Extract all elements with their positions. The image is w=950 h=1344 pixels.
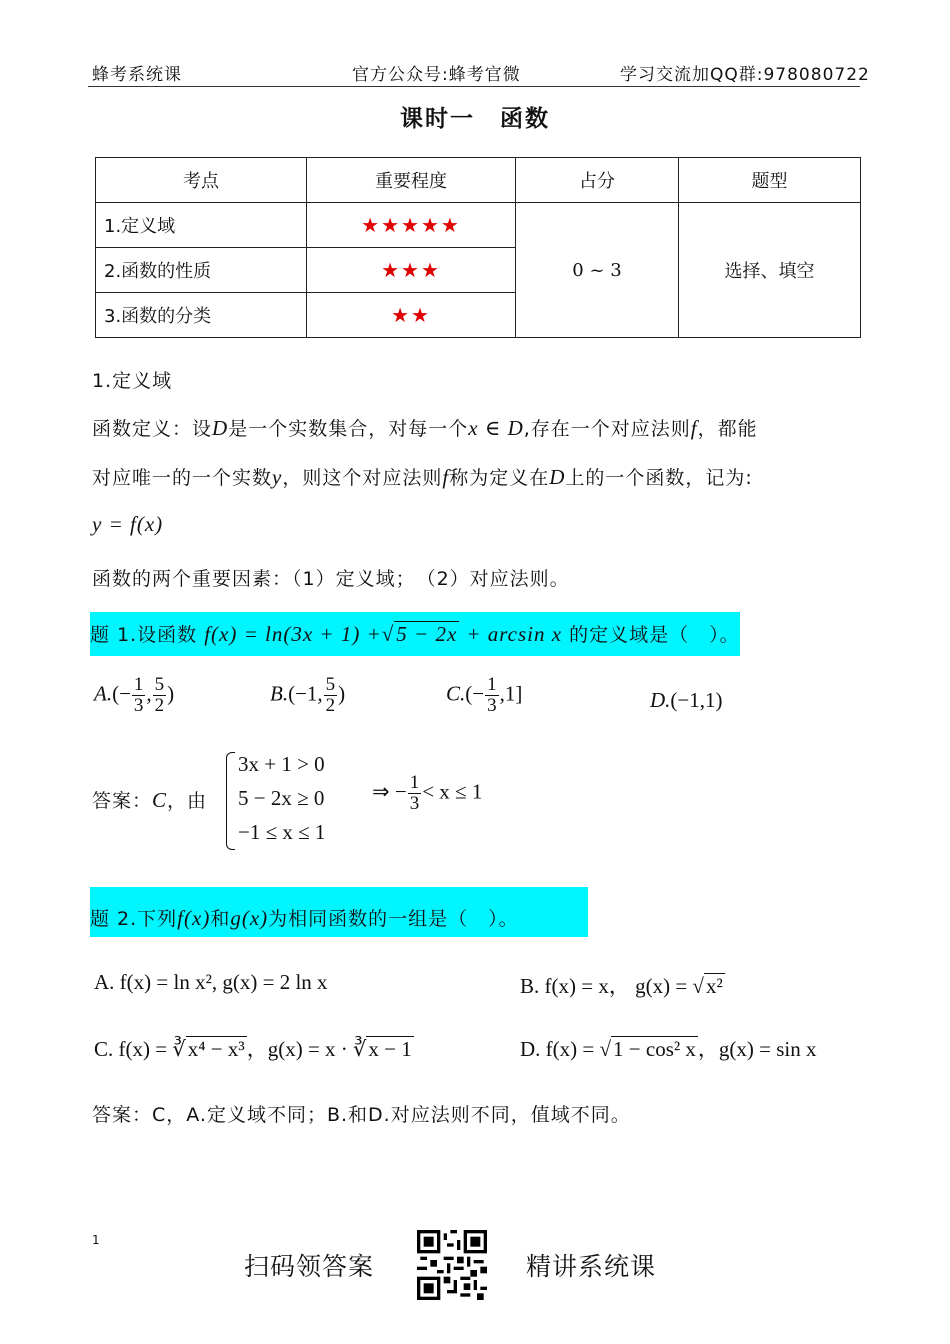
header-brand: 蜂考系统课 xyxy=(92,65,182,85)
col-header-importance: 重要程度 xyxy=(307,158,516,203)
q2-option-d: D. f(x) = √1 − cos² x，g(x) = sin x xyxy=(520,1037,817,1061)
footer-course-text: 精讲系统课 xyxy=(526,1252,657,1281)
system-line: −1 ≤ x ≤ 1 xyxy=(238,820,326,844)
header-divider xyxy=(88,86,860,87)
question-1: 题 1.设函数 f(x) = ln(3x + 1) +√5 − 2x + arcsin x 的定义域是（ ）。 xyxy=(90,612,740,656)
system-line: 3x + 1 > 0 xyxy=(238,752,325,776)
question-2: 题 2.下列f(x)和g(x)为相同函数的一组是（ ）。 xyxy=(90,887,588,937)
topics-table xyxy=(95,157,861,338)
topic-cell: 1.定义域 xyxy=(96,203,307,248)
page-title: 课时一 函数 xyxy=(400,106,550,132)
q2-option-a: A. f(x) = ln x², g(x) = 2 ln x xyxy=(94,970,328,994)
function-factors: 函数的两个重要因素：（1）定义域； （2）对应法则。 xyxy=(92,568,570,590)
col-header-score: 占分 xyxy=(516,158,679,203)
qr-code-icon[interactable] xyxy=(417,1230,487,1300)
header-official-account: 官方公众号:蜂考官微 xyxy=(352,65,521,85)
q1-answer: 答案：C，由 xyxy=(92,788,208,812)
importance-stars: ★★ xyxy=(307,293,516,338)
importance-stars: ★★★★★ xyxy=(307,203,516,248)
importance-stars: ★★★ xyxy=(307,248,516,293)
function-notation: y = f(x) xyxy=(92,512,164,536)
definition-line-2: 对应唯一的一个实数y，则这个对应法则f称为定义在D上的一个函数，记为: xyxy=(92,465,753,489)
col-header-type: 题型 xyxy=(679,158,861,203)
q1-result: ⇒ − $\frac{1}{3}$ < x ≤ 1 xyxy=(372,772,483,814)
q2-answer: 答案：C，A.定义域不同；B.和D.对应法则不同，值域不同。 xyxy=(92,1104,631,1126)
q1-option-b: B.(−1, $\frac{5}{2}$ ) xyxy=(270,674,346,716)
q2-option-b: B. f(x) = x， g(x) = √x² xyxy=(520,974,723,998)
system-brace xyxy=(226,752,235,850)
topic-cell: 2.函数的性质 xyxy=(96,248,307,293)
system-line: 5 − 2x ≥ 0 xyxy=(238,786,325,810)
col-header-topic: 考点 xyxy=(96,158,307,203)
topic-cell: 3.函数的分类 xyxy=(96,293,307,338)
q2-option-c: C. f(x) = ∛x⁴ − x³，g(x) = x · ∛x − 1 xyxy=(94,1037,412,1061)
q1-option-a: A.(− $\frac{1}{3}$ , $\frac{5}{2}$ ) xyxy=(94,674,175,716)
definition-line-1: 函数定义：设D是一个实数集合，对每一个x ∈ D,存在一个对应法则f，都能 xyxy=(92,416,758,440)
table-header-row xyxy=(96,158,861,203)
q1-option-d: D.(−1,1) xyxy=(650,688,723,712)
q1-option-c: C.(− $\frac{1}{3}$ ,1] xyxy=(446,674,523,716)
section-heading: 1.定义域 xyxy=(92,370,173,392)
footer-scan-text: 扫码领答案 xyxy=(244,1252,375,1281)
table-row xyxy=(96,203,861,248)
score-cell: 0 ~ 3 xyxy=(516,203,679,338)
page-number: 1 xyxy=(92,1233,100,1247)
header-qq-group: 学习交流加QQ群:978080722 xyxy=(620,65,870,85)
question-type-cell: 选择、填空 xyxy=(679,203,861,338)
